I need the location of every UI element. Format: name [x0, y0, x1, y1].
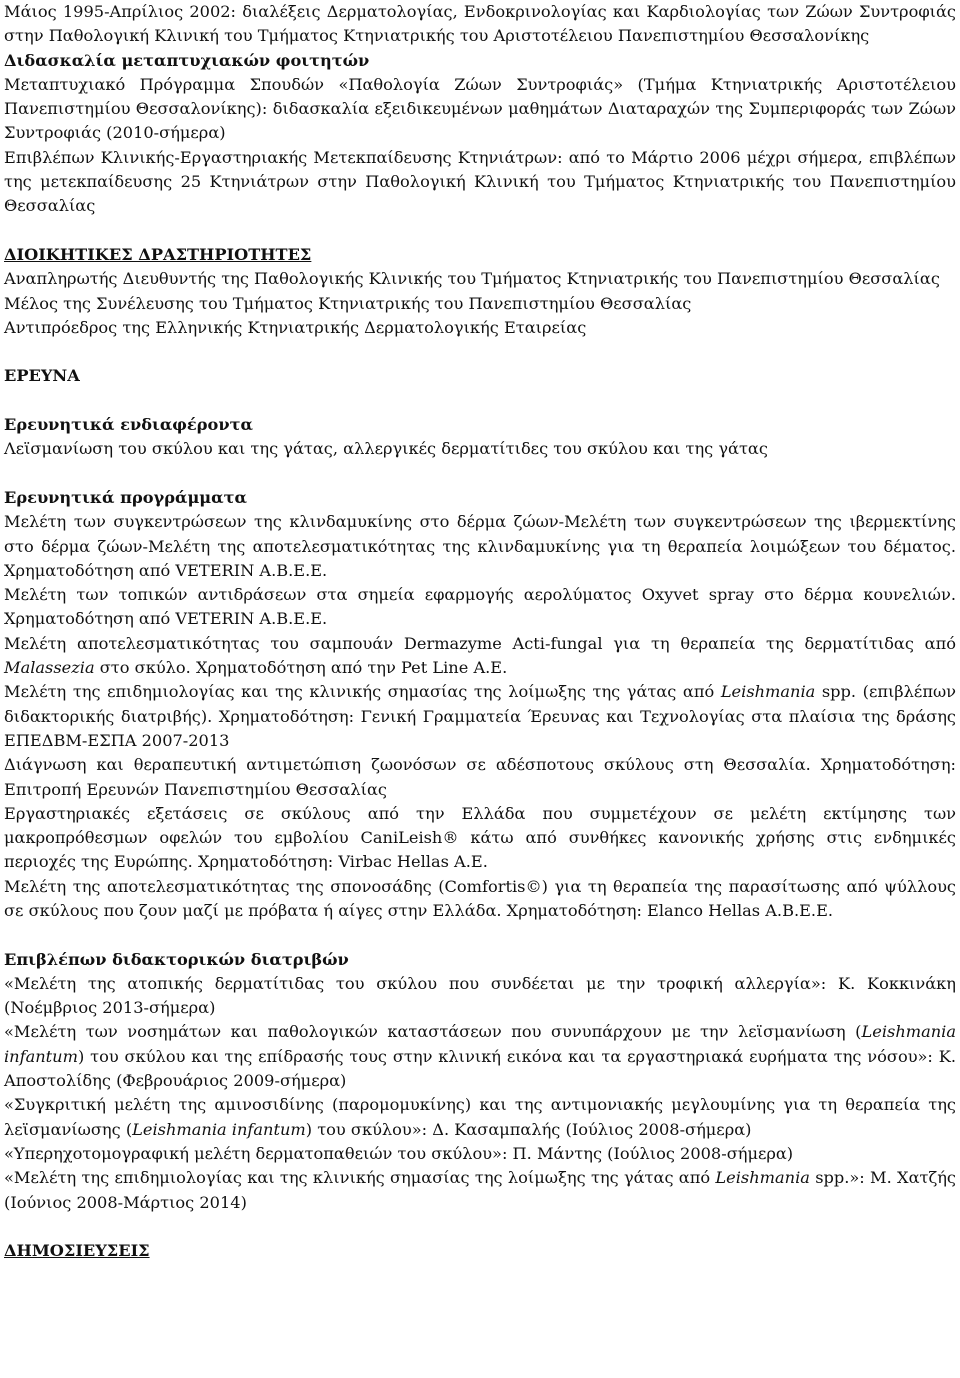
research-program-5: Διάγνωση και θεραπευτική αντιμετώπιση ζωονόσων σε αδέσποτους σκύλους στη Θεσσαλία. Χρηματοδότηση: Επιτροπή Ερευνών Πανεπιστημίου Θεσσαλίας	[4, 755, 956, 799]
postgrad-heading: Διδασκαλία μεταπτυχιακών φοιτητών	[4, 50, 370, 70]
admin-item-1: Αναπληρωτής Διευθυντής της Παθολογικής Κλινικής του Τμήματος Κτηνιατρικής του Πανεπιστημίου Θεσσαλίας	[4, 269, 940, 289]
research-interests-heading: Ερευνητικά ενδιαφέροντα	[4, 415, 253, 435]
phd-item-3: «Συγκριτική μελέτη της αμινοσιδίνης (παρομομυκίνης) και της αντιμονιακής μεγλουμίνης για τη θεραπεία της λεϊσμανίωσης (Leishmania infantum) του σκύλου»: Δ. Κασαμπαλής (Ιούλιος 2008-σήμερα)	[4, 1095, 956, 1139]
phd-item-5: «Μελέτη της επιδημιολογίας και της κλινικής σημασίας της λοίμωξης της γάτας από Leishmania spp.»: Μ. Χατζής (Ιούνιος 2008-Μάρτιος 2014)	[4, 1168, 957, 1212]
research-program-2: Μελέτη των τοπικών αντιδράσεων στα σημεία εφαρμογής αερολύματος Oxyvet spray στο δέρμα κουνελιών. Χρηματοδότηση από VETERIN A.B.E.E.	[4, 585, 956, 629]
research-program-4: Μελέτη της επιδημιολογίας και της κλινικής σημασίας της λοίμωξης της γάτας από Leishmania spp. (επιβλέπων διδακτορικής διατριβής). Χρηματοδότηση: Γενική Γραμματεία Έρευνας και Τεχνολογίας στα πλαίσια της δράσης ΕΠΕΔΒΜ-ΕΣΠΑ 2007-2013	[4, 682, 956, 750]
research-program-7: Μελέτη της αποτελεσματικότητας της σπονοσάδης (Comfortis©) για τη θεραπεία της παρασίτωσης από ψύλλους σε σκύλους που ζουν μαζί με πρόβατα ή αίγες στην Ελλάδα. Χρηματοδότηση: Elanco Hellas A.B.E.E.	[4, 876, 956, 920]
lecture-paragraph: Μάιος 1995-Απρίλιος 2002: διαλέξεις Δερματολογίας, Ενδοκρινολογίας και Καρδιολογίας των Ζώων Συντροφιάς στην Παθολογική Κλινική του Τμήματος Κτηνιατρικής του Αριστοτέλειου Πανεπιστημίου Θεσσαλονίκης	[4, 2, 956, 46]
phd-item-2: «Μελέτη των νοσημάτων και παθολογικών καταστάσεων που συνυπάρχουν με την λεϊσμανίωση (Leishmania infantum) του σκύλου και της επίδρασής τους στην κλινική εικόνα και τα εργαστηριακά ευρήματα της νόσου»: Κ. Αποστολίδης (Φεβρουάριος 2009-σήμερα)	[4, 1022, 956, 1091]
research-program-1: Μελέτη των συγκεντρώσεων της κλινδαμυκίνης στο δέρμα ζώων-Μελέτη των συγκεντρώσεων της ιβερμεκτίνης στο δέρμα ζώων-Μελέτη της αποτελεσματικότητας της κλινδαμυκίνης για τη θεραπεία λοιμώξεων του δέματος. Χρηματοδότηση από VETERIN A.B.E.E.	[4, 512, 956, 580]
publications-heading: ΔΗΜΟΣΙΕΥΣΕΙΣ	[4, 1241, 150, 1261]
research-program-6: Εργαστηριακές εξετάσεις σε σκύλους από την Ελλάδα που συμμετέχουν σε μελέτη εκτίμησης των μακροπρόθεσμων οφελών του εμβολίου CaniLeish® κάτω από συνθήκες κανονικής χρήσης στις ενδημικές περιοχές της Ευρώπης. Χρηματοδότηση: Virbac Hellas A.E.	[4, 803, 956, 872]
admin-item-3: Αντιπρόεδρος της Ελληνικής Κτηνιατρικής Δερματολογικής Εταιρείας	[4, 317, 587, 337]
phd-item-1: «Μελέτη της ατοπικής δερματίτιδας του σκύλου που συνδέεται με την τροφική αλλεργία»: Κ. Κοκκινάκη (Νοέμβριος 2013-σήμερα)	[4, 973, 956, 1018]
admin-item-2: Μέλος της Συνέλευσης του Τμήματος Κτηνιατρικής του Πανεπιστημίου Θεσσαλίας	[4, 293, 692, 313]
postgrad-item-2: Επιβλέπων Κλινικής-Εργαστηριακής Μετεκπαίδευσης Κτηνιάτρων: από το Μάρτιο 2006 μέχρι σήμερα, επιβλέπων της μετεκπαίδευσης 25 Κτηνιάτρων στην Παθολογική Κλινική του Τμήματος Κτηνιατρικής του Πανεπιστημίου Θεσσαλίας	[4, 147, 956, 216]
research-heading: ΕΡΕΥΝΑ	[4, 366, 80, 386]
postgrad-item-1: Μεταπτυχιακό Πρόγραμμα Σπουδών «Παθολογία Ζώων Συντροφιάς» (Τμήμα Κτηνιατρικής Αριστοτέλειου Πανεπιστημίου Θεσσαλονίκης): διδασκαλία εξειδικευμένων μαθημάτων Διαταραχών της Συμπεριφοράς των Ζώων Συντροφιάς (2010-σήμερα)	[4, 74, 956, 143]
phd-heading: Επιβλέπων διδακτορικών διατριβών	[4, 949, 349, 969]
research-interests-text: Λεϊσμανίωση του σκύλου και της γάτας, αλλεργικές δερματίτιδες του σκύλου και της γάτας	[4, 439, 768, 459]
phd-item-4: «Υπερηχοτομογραφική μελέτη δερματοπαθειών του σκύλου»: Π. Μάντης (Ιούλιος 2008-σήμερα)	[4, 1143, 794, 1163]
research-program-3: Μελέτη αποτελεσματικότητας του σαμπουάν Dermazyme Acti-fungal για τη θεραπεία της δερματίτιδας από Malassezia στο σκύλο. Χρηματοδότηση από την Pet Line A.E.	[4, 633, 956, 678]
research-programs-heading: Ερευνητικά προγράμματα	[4, 487, 247, 507]
admin-heading: ΔΙΟΙΚΗΤΙΚΕΣ ΔΡΑΣΤΗΡΙΟΤΗΤΕΣ	[4, 244, 312, 264]
cv-document	[4, 0, 956, 1263]
